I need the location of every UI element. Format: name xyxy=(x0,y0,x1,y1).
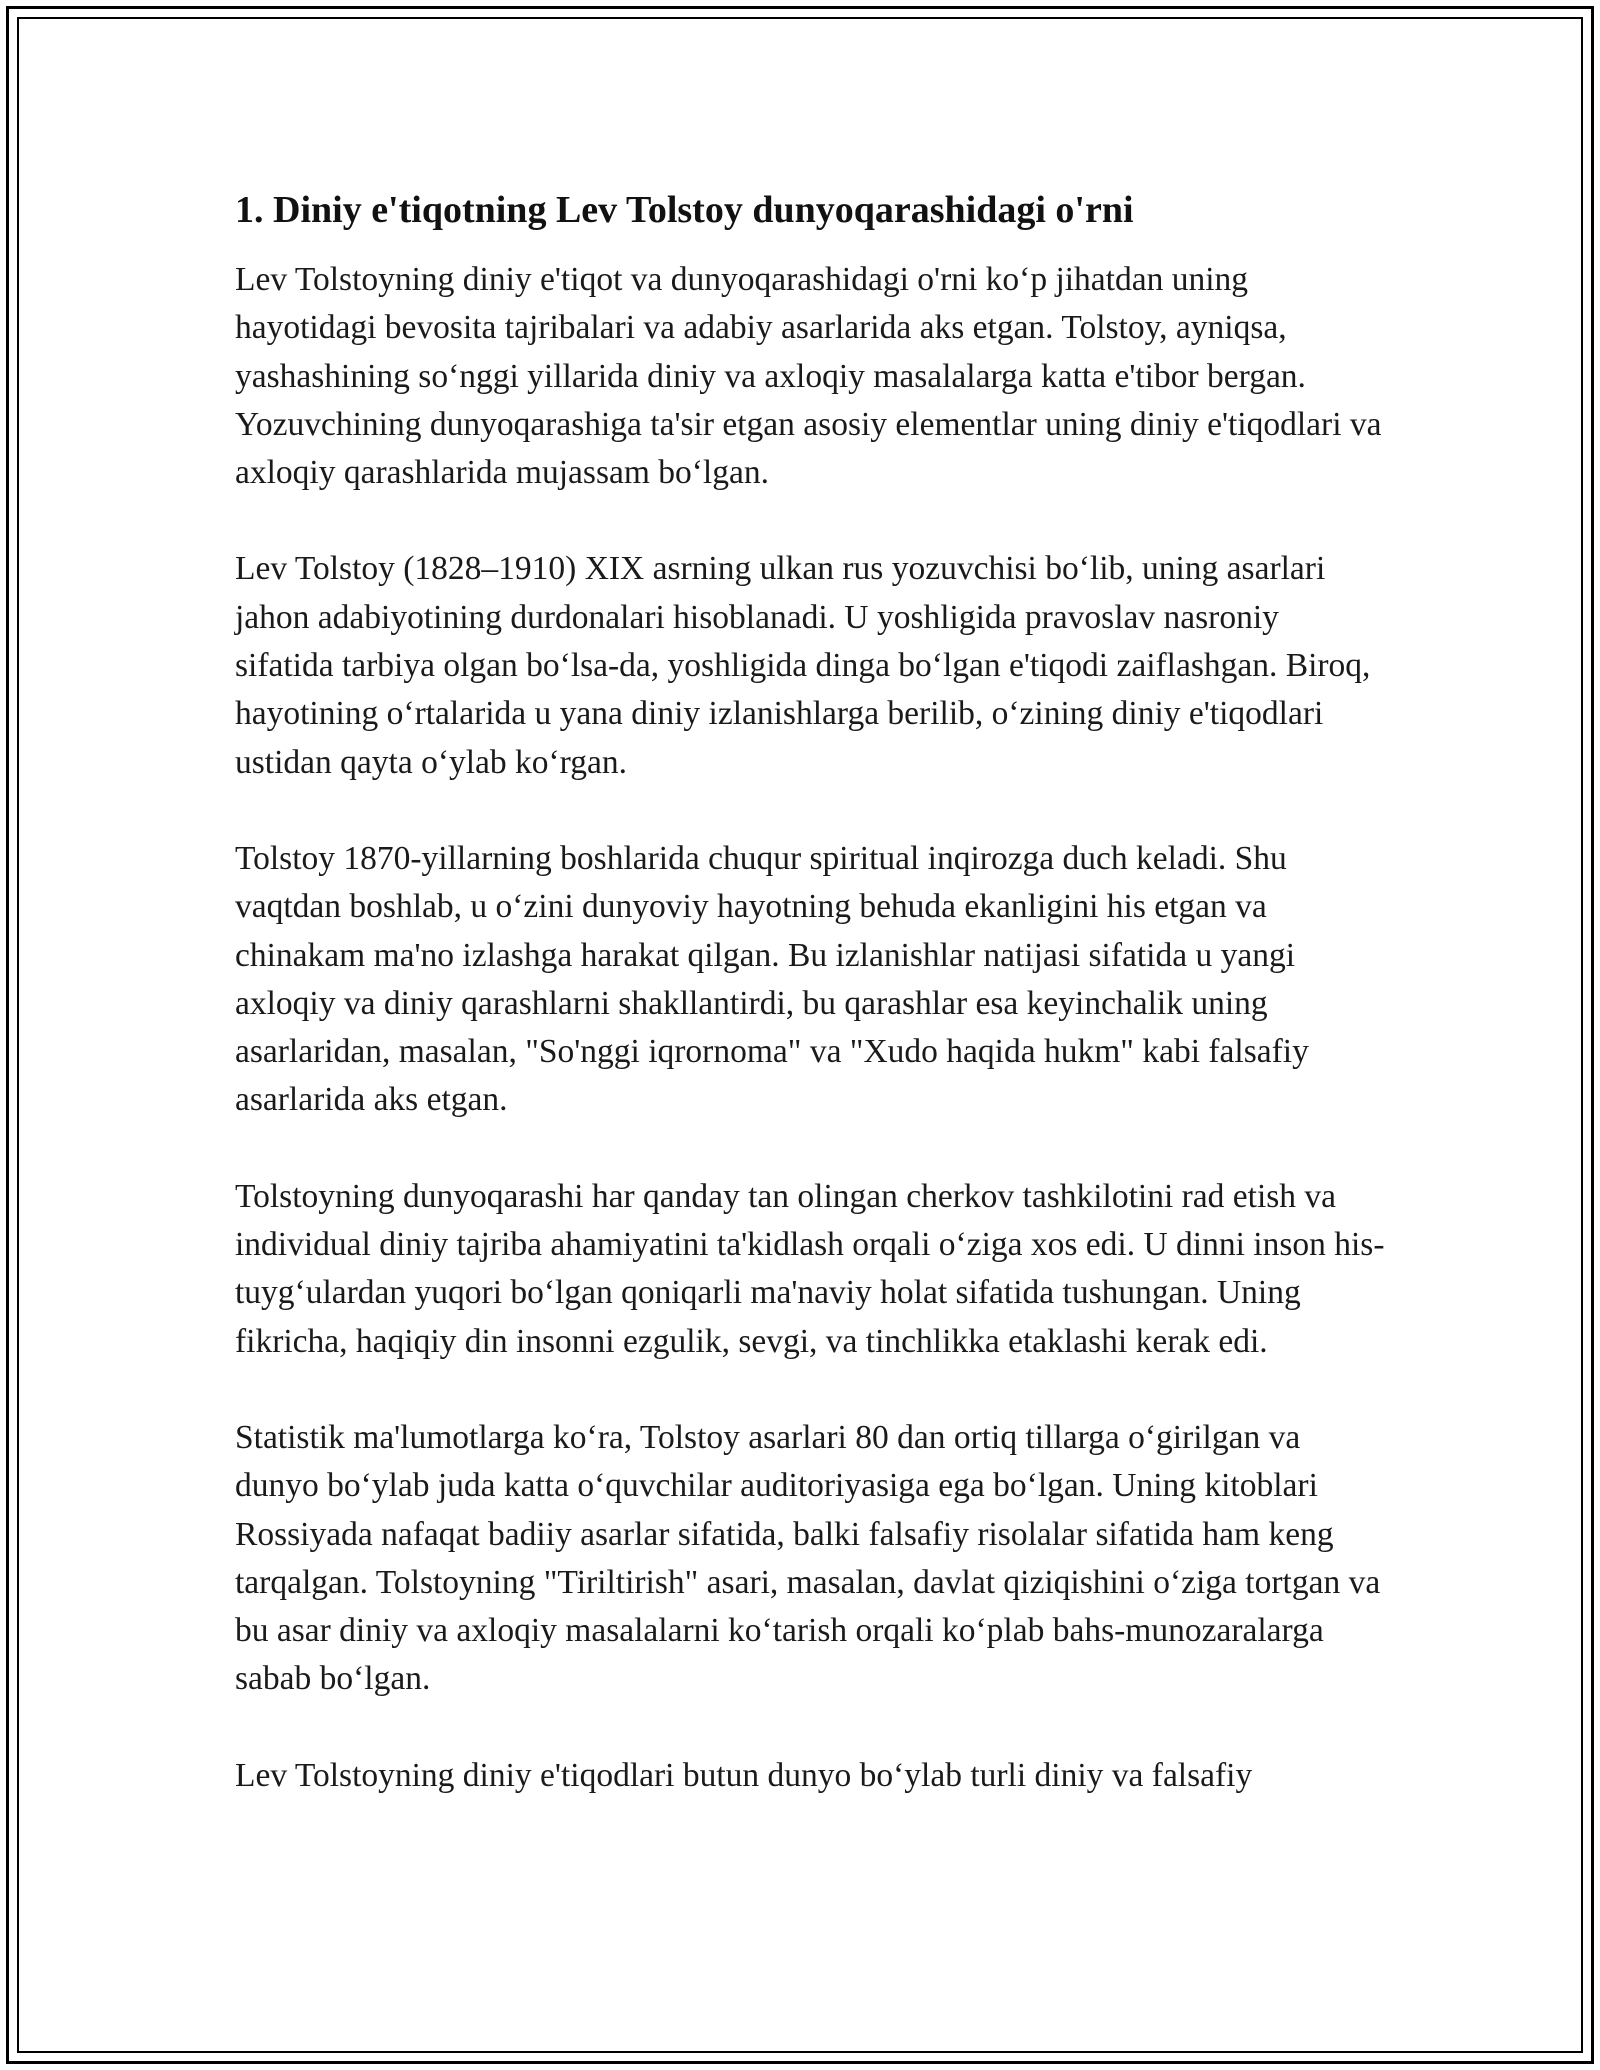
document-body xyxy=(235,186,1385,1848)
section-heading: 1. Diniy e'tiqotning Lev Tolstoy dunyoqarashidagi o'rni xyxy=(235,189,1134,231)
paragraph-3: Tolstoy 1870-yillarning boshlarida chuqur spiritual inqirozga duch keladi. Shu vaqtdan boshlab, u oʻzini dunyoviy hayotning behuda ekanligini his etgan va chinakam ma'no izlashga harakat qilgan. Bu izlanishlar natijasi sifatida u yangi axloqiy va diniy qarashlarni shakllantirdi, bu qarashlar esa keyinchalik uning asarlaridan, masalan, "So'nggi iqrornoma" va "Xudo haqida hukm" kabi falsafiy asarlarida aks etgan. xyxy=(235,839,1309,1119)
paragraph-1: Lev Tolstoyning diniy e'tiqot va dunyoqarashidagi o'rni koʻp jihatdan uning hayotidagi bevosita tajribalari va adabiy asarlarida aks etgan. Tolstoy, ayniqsa, yashashining soʻnggi yillarida diniy va axloqiy masalalarga katta e'tibor bergan. Yozuvchining dunyoqarashiga ta'sir etgan asosiy elementlar uning diniy e'tiqodlari va axloqiy qarashlarida mujassam boʻlgan. xyxy=(235,261,1382,492)
paragraph-2: Lev Tolstoy (1828–1910) XIX asrning ulkan rus yozuvchisi boʻlib, uning asarlari jahon adabiyotining durdonalari hisoblanadi. U yoshligida pravoslav nasroniy sifatida tarbiya olgan boʻlsa-da, yoshligida dinga boʻlgan e'tiqodi zaiflashgan. Biroq, hayotining oʻrtalarida u yana diniy izlanishlarga berilib, oʻzining diniy e'tiqodlari ustidan qayta oʻylab koʻrgan. xyxy=(235,550,1371,781)
paragraph-6: Lev Tolstoyning diniy e'tiqodlari butun dunyo boʻylab turli diniy va falsafiy xyxy=(235,1756,1253,1794)
paragraph-4: Tolstoyning dunyoqarashi har qanday tan olingan cherkov tashkilotini rad etish va individual diniy tajriba ahamiyatini ta'kidlash orqali oʻziga xos edi. U dinni inson his-tuygʻulardan yuqori boʻlgan qoniqarli ma'naviy holat sifatida tushungan. Uning fikricha, haqiqiy din insonni ezgulik, sevgi, va tinchlikka etaklashi kerak edi. xyxy=(235,1177,1385,1360)
paragraph-5: Statistik ma'lumotlarga koʻra, Tolstoy asarlari 80 dan ortiq tillarga oʻgirilgan va dunyo boʻylab juda katta oʻquvchilar auditoriyasiga ega boʻlgan. Uning kitoblari Rossiyada nafaqat badiiy asarlar sifatida, balki falsafiy risolalar sifatida ham keng tarqalgan. Tolstoyning "Tiriltirish" asari, masalan, davlat qiziqishini oʻziga tortgan va bu asar diniy va axloqiy masalalarni koʻtarish orqali koʻplab bahs-munozaralarga sabab boʻlgan. xyxy=(235,1418,1381,1698)
